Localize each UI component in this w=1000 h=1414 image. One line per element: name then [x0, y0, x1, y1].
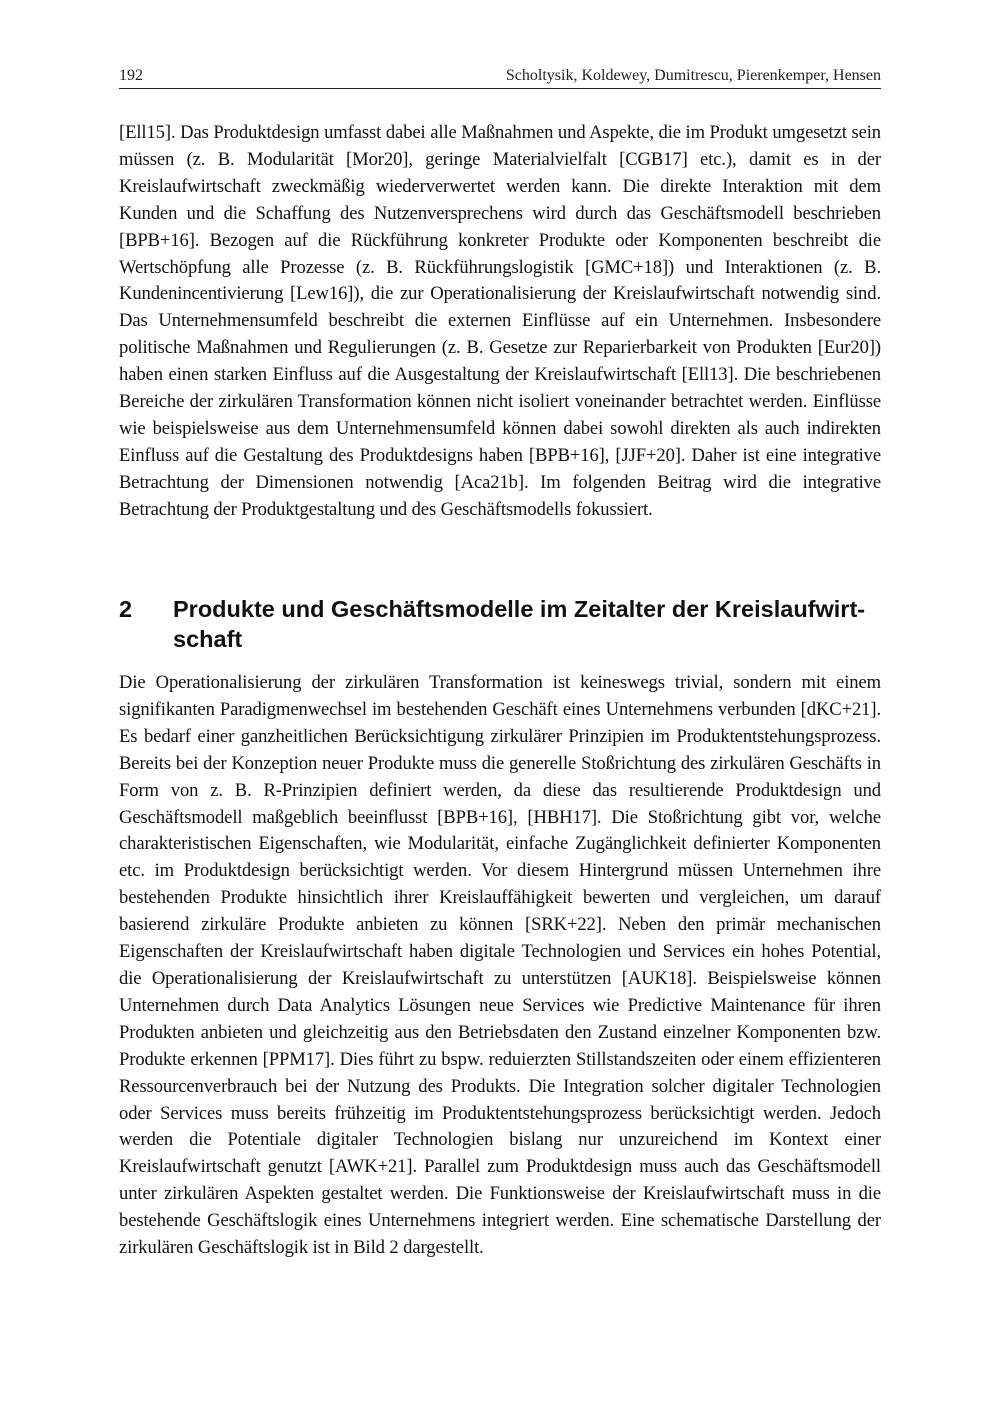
- body-paragraph-2: Die Operationalisierung der zirkulären Transformation ist keineswegs trivial, sondern mit einem signifikanten Paradigmenwechsel im bestehenden Geschäft eines Unternehmens verbunden [dKC+21]. Es bedarf einer ganzheitlichen Berücksichtigung zirkulärer Prinzipien im Produktentstehungsprozess. Bereits bei der Konzeption neuer Produkte muss die generelle Stoßrichtung des zirkulären Geschäfts in Form von z. B. R-Prinzipien definiert werden, da diese das resultierende Produktdesign und Geschäftsmodell maßgeblich beeinflusst [BPB+16], [HBH17]. Die Stoßrichtung gibt vor, welche charakteristischen Eigenschaften, wie Modularität, einfache Zugänglichkeit definierter Komponenten etc. im Produktdesign berücksichtigt werden. Vor diesem Hintergrund müssen Unternehmen ihre bestehenden Produkte hinsichtlich ihrer Kreislauffähigkeit bewerten und vergleichen, um darauf basierend zirkuläre Produkte anbieten zu können [SRK+22]. Neben den primär mechanischen Eigenschaften der Kreislaufwirtschaft haben digitale Technologien und Services ein hohes Potential, die Operationalisierung der Kreislaufwirtschaft zu unterstützen [AUK18]. Beispielsweise können Unternehmen durch Data Analytics Lösungen neue Services wie Predictive Maintenance für ihren Produkten anbieten und gleichzeitig aus den Betriebsdaten den Zustand einzelner Komponenten bzw. Produkte erkennen [PPM17]. Dies führt zu bspw. reduierzten Stillstandszeiten oder einem effizienteren Ressourcenverbrauch bei der Nutzung des Produkts. Die Integration solcher digitaler Technologien oder Services muss bereits frühzeitig im Produktentstehungsprozess berücksichtigt werden. Jedoch werden die Potentiale digitaler Technologien bislang nur unzureichend im Kontext einer Kreislaufwirtschaft genutzt [AWK+21]. Parallel zum Produktdesign muss auch das Geschäftsmodell unter zirkulären Aspekten gestaltet werden. Die Funktionsweise der Kreislaufwirtschaft muss in die bestehende Geschäftslogik eines Unternehmens integriert werden. Eine schematische Darstellung der zirkulären Geschäftslogik ist in Bild 2 dargestellt.: [119, 672, 881, 1259]
- running-header: [119, 66, 881, 89]
- section-heading: [119, 594, 881, 654]
- section-title: Produkte und Geschäftsmodelle im Zeitalter der Kreislaufwirtschaft: [173, 596, 866, 652]
- body-paragraph-1: [Ell15]. Das Produktdesign umfasst dabei alle Maßnahmen und Aspekte, die im Produkt umgesetzt sein müssen (z. B. Modularität [Mor20], geringe Materialvielfalt [CGB17] etc.), damit es in der Kreislaufwirtschaft zweckmäßig wiederverwertet werden kann. Die direkte Interaktion mit dem Kunden und die Schaffung des Nutzenversprechens wird durch das Geschäftsmodell beschrieben [BPB+16]. Bezogen auf die Rückführung konkreter Produkte oder Komponenten beschreibt die Wertschöpfung alle Prozesse (z. B. Rückführungslogistik [GMC+18]) und Interaktionen (z. B. Kundenincentivierung [Lew16]), die zur Operationalisierung der Kreislaufwirtschaft notwendig sind. Das Unternehmensumfeld beschreibt die externen Einflüsse auf ein Unternehmen. Insbesondere politische Maßnahmen und Regulierungen (z. B. Gesetze zur Reparierbarkeit von Produkten [Eur20]) haben einen starken Einfluss auf die Ausgestaltung der Kreislaufwirtschaft [Ell13]. Die beschriebenen Bereiche der zirkulären Transformation können nicht isoliert voneinander betrachtet werden. Einflüsse wie beispielsweise aus dem Unternehmensumfeld können dabei sowohl direkten als auch indirekten Einfluss auf die Gestaltung des Produktdesigns haben [BPB+16], [JJF+20]. Daher ist eine integrative Betrachtung der Dimensionen notwendig [Aca21b]. Im folgenden Beitrag wird die integrative Betrachtung der Produktgestaltung und des Geschäftsmodells fokussiert.: [119, 122, 881, 520]
- author-list: Scholtysik, Koldewey, Dumitrescu, Pierenkemper, Hensen: [505, 67, 881, 84]
- page-number: 192: [119, 67, 143, 84]
- section-number: 2: [119, 596, 133, 622]
